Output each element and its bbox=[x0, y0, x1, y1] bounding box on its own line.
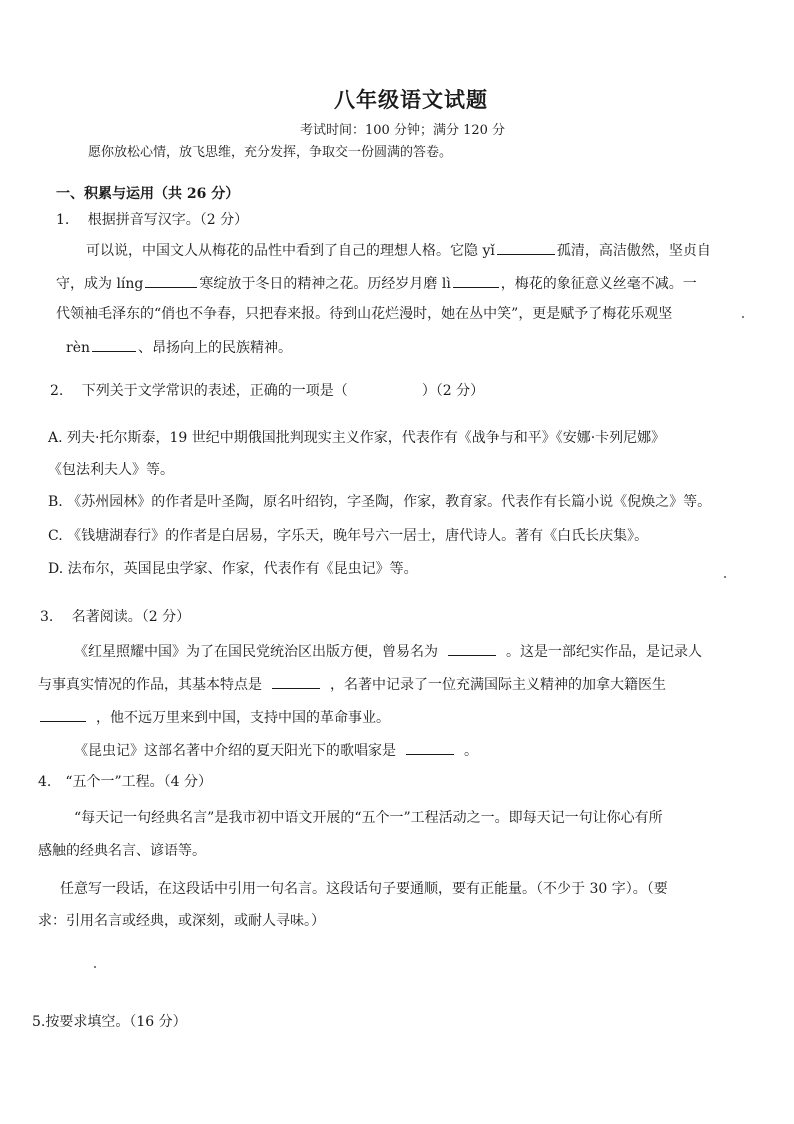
answer-blank[interactable] bbox=[453, 273, 499, 288]
question-3-text: ，他不远万里来到中国，支持中国的革命事业。 bbox=[96, 710, 390, 726]
scan-speck bbox=[94, 966, 96, 968]
question-4-line-3: 任意写一段话，在这段话中引用一句名言。这段话句子要通顺，要有正能量。（不少于 30 字）。（要 bbox=[60, 881, 668, 897]
question-3-line-2 bbox=[38, 674, 666, 695]
answer-blank[interactable] bbox=[92, 337, 136, 352]
question-2-text: ）（2 分） bbox=[421, 383, 485, 399]
answer-blank[interactable] bbox=[40, 707, 86, 722]
question-3-line-4 bbox=[74, 740, 478, 761]
question-3-heading: 3. 名著阅读。（2 分） bbox=[40, 609, 191, 625]
question-3-line-3 bbox=[38, 707, 390, 728]
option-c: C. 《钱塘湖春行》的作者是白居易，字乐天，晚年号六一居士，唐代诗人。著有《白氏长庆集》。 bbox=[48, 528, 649, 544]
scan-speck bbox=[724, 576, 726, 578]
question-1-text: 可以说，中国文人从梅花的品性中看到了自己的理想人格。它隐 yǐ bbox=[86, 243, 495, 259]
question-4-line-4: 求：引用名言或经典，或深刻，或耐人寻味。） bbox=[38, 913, 325, 929]
question-2-text: 2. 下列关于文学常识的表述，正确的一项是（ bbox=[50, 383, 348, 399]
question-5-heading: 5.按要求填空。（16 分） bbox=[32, 1014, 187, 1030]
exam-wish: 愿你放松心情，放飞思维，充分发挥，争取交一份圆满的答卷。 bbox=[88, 145, 453, 160]
question-1-text: 、昂扬向上的民族精神。 bbox=[138, 340, 292, 356]
option-a-line-1: A. 列夫·托尔斯泰，19 世纪中期俄国批判现实主义作家，代表作有《战争与和平》《安娜·卡列尼娜》 bbox=[48, 430, 666, 446]
answer-blank[interactable] bbox=[406, 740, 454, 755]
question-3-text: 。 bbox=[464, 743, 478, 759]
answer-blank[interactable] bbox=[448, 641, 496, 656]
answer-blank[interactable] bbox=[497, 240, 555, 255]
question-4-line-2: 感触的经典名言、谚语等。 bbox=[38, 843, 206, 859]
question-1-text: rèn bbox=[66, 340, 90, 356]
scan-speck bbox=[742, 316, 744, 318]
exam-info: 考试时间：100 分钟；满分 120 分 bbox=[300, 123, 506, 138]
question-4-line-1: “每天记一句经典名言”是我市初中语文开展的“五个一”工程活动之一。即每天记一句让你心有所 bbox=[74, 810, 663, 826]
question-3-text: 《昆虫记》这部名著中介绍的夏天阳光下的歌唱家是 bbox=[74, 743, 396, 759]
question-1-text: 孤清，高洁傲然，坚贞自 bbox=[556, 243, 711, 259]
question-3-text: 与事真实情况的作品，其基本特点是 bbox=[38, 677, 262, 693]
question-1-heading: 1. 根据拼音写汉字。（2 分） bbox=[56, 212, 249, 228]
option-b: B. 《苏州园林》的作者是叶圣陶，原名叶绍钧，字圣陶，作家，教育家。代表作有长篇小说《倪焕之》等。 bbox=[48, 494, 712, 510]
question-1-line-1 bbox=[86, 240, 711, 261]
option-a-line-2: 《包法利夫人》等。 bbox=[48, 462, 174, 478]
question-3-text: 。这是一部纪实作品，是记录人 bbox=[506, 644, 702, 660]
question-3-text: 《红星照耀中国》为了在国民党统治区出版方便，曾易名为 bbox=[74, 644, 438, 660]
question-1-text: ，梅花的象征意义丝毫不减。一 bbox=[500, 276, 697, 292]
question-1-text: 寒绽放于冬日的精神之花。历经岁月磨 lì bbox=[199, 276, 451, 292]
question-1-line-2 bbox=[56, 273, 697, 294]
question-2-stem bbox=[50, 381, 484, 401]
question-3-text: ，名著中记录了一位充满国际主义精神的加拿大籍医生 bbox=[330, 677, 666, 693]
question-1-line-3: 代领袖毛泽东的“俏也不争春，只把春来报。待到山花烂漫时，她在丛中笑”，更是赋予了梅花乐观坚 bbox=[56, 306, 673, 322]
section-heading: 一、积累与运用（共 26 分） bbox=[56, 186, 240, 202]
option-d: D. 法布尔，英国昆虫学家、作家，代表作有《昆虫记》等。 bbox=[48, 561, 418, 577]
question-1-line-4 bbox=[66, 337, 292, 358]
answer-blank[interactable] bbox=[145, 273, 197, 288]
question-1-text: 守，成为 líng bbox=[56, 276, 144, 292]
page-title: 八年级语文试题 bbox=[334, 87, 488, 112]
question-3-line-1 bbox=[74, 641, 702, 662]
question-4-heading: 4. “五个一”工程。（4 分） bbox=[38, 774, 213, 790]
answer-blank[interactable] bbox=[272, 674, 320, 689]
